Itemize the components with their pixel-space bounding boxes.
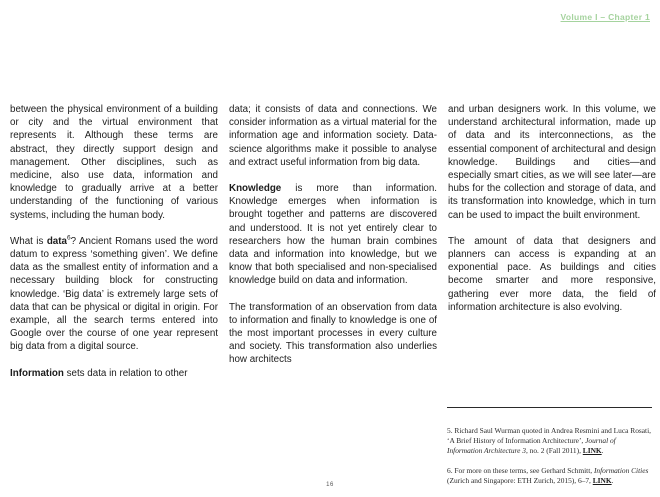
page-number: 16 [326,482,334,488]
paragraph: and urban designers work. In this volume, we understand architectural information, made up of data and its interconnections, as the essential component of architectural and design knowledge. Buildings and cities—and especially smart cities, as we will see later—are hubs for the collection and storage of data, and its transformation into knowledge, which in turn can be used to impact the built environment. [448,104,656,221]
footnote-6-link[interactable]: LINK [592,475,612,485]
paragraph: data; it consists of data and connections. We consider information as a virtual material for the information age and information society. Data-science algorithms make it possible to analyse and extract useful information from big data. [229,104,437,168]
paragraph-text: sets data in relation to other [63,367,188,379]
footnote-text: 6. For more on these terms, see Gerhard Schmitt, [447,465,594,475]
footnote-5-link[interactable]: LINK [582,446,602,456]
paragraph-text: is more than information. Knowledge emerges when information is brought together and patterns are discovered and understood. It is not yet entirely clear to researchers how the human brain combines data and information into knowledge, but we know that both specialised and non-specialised knowledge build on data and information. [229,183,437,287]
footnote-text: 5. Richard Saul Wurman quoted in Andrea Resmini and Luca Rosati, ‘A Brief History of Information Architecture’, [447,426,651,446]
chapter-header-link[interactable]: Volume I – Chapter 1 [560,12,650,22]
footnote-book-title: Information Cities [593,465,649,475]
paragraph [10,235,218,354]
paragraph: The transformation of an observation from data to information and finally to knowledge is one of the most important processes in every culture and society. This transformation also underlies how architects [229,301,437,366]
text-column-2 [229,103,437,393]
footnote-text: . [601,446,604,456]
footnote-text: . [611,475,614,485]
text-column-3 [448,103,656,393]
term-data: data [46,235,67,247]
text-column-1 [10,103,218,393]
footnote-text: (Zurich and Singapore: ETH Zurich, 2015), 6–7, [447,475,593,485]
footnote-text: , no. 2 (Fall 2011), [525,446,583,456]
footnote-5 [447,426,652,457]
paragraph [229,182,437,288]
article-columns [10,103,656,393]
footnote-ref-6: 6 [66,234,71,242]
paragraph [10,367,218,380]
paragraph: The amount of data that designers and planners can access is expanding at an exponential pace. As buildings and cities become smarter and more responsive, gathering ever more data, the field of information architecture is also evolving. [448,235,656,313]
paragraph: between the physical environment of a building or city and the virtual environment that represents it. Although these terms are abstract, they directly support design and management. Other disciplines, such as medicine, also use data, information and knowledge to gradually arrive at a better understanding of the functioning of various systems, including the human body. [10,104,218,221]
footnote-journal-title: Journal of Information Architecture 3 [447,436,616,456]
term-information: Information [10,367,64,379]
paragraph-text: ? Ancient Romans used the word datum to express ‘something given’. We define data as the smallest entity of information and a necessary building block for constructing knowledge. ‘Big data’ is extremely large sets of data that can be physical or digital in origin. For example, all the search terms entered into Google over the course of one year represent big data from a digital source. [10,235,218,353]
paragraph-text: What is [10,235,47,247]
term-knowledge: Knowledge [229,183,282,195]
footnote-divider [447,407,652,408]
